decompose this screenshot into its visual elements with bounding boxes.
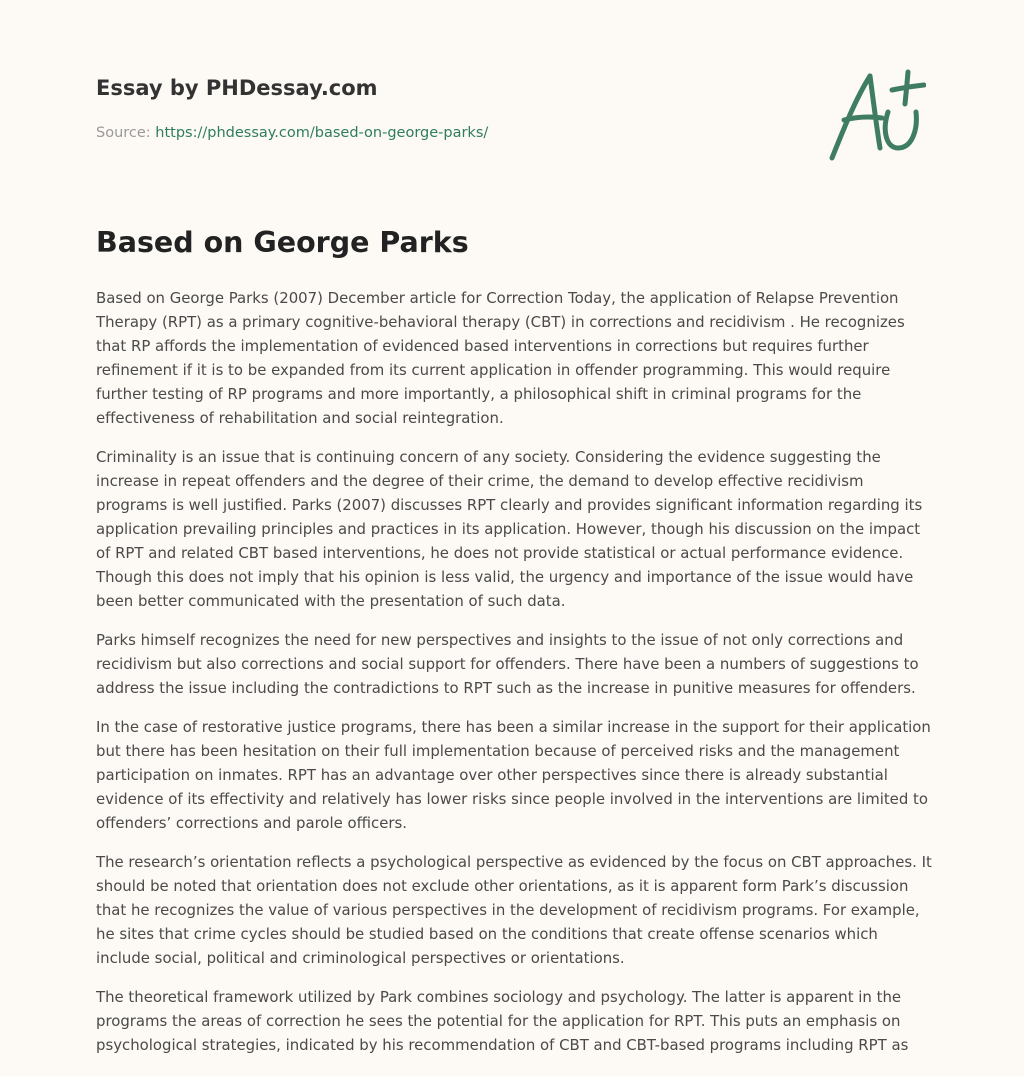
source-link[interactable]: https://phdessay.com/based-on-george-parks/ (155, 125, 489, 141)
article-paragraph: Criminality is an issue that is continuing concern of any society. Considering the evidence suggesting the increase in repeat offenders and the degree of their crime, the demand to develop effective recidivism programs is well justified. Parks (2007) discusses RPT clearly and provides significant information regarding its application prevailing principles and practices in its application. However, though his discussion on the impact of RPT and related CBT based interventions, he does not provide statistical or actual performance evidence. Though this does not imply that his opinion is less valid, the urgency and importance of the issue would have been better communicated with the presentation of such data. (96, 448, 923, 610)
article-paragraph: The research’s orientation reflects a psychological perspective as evidenced by the focus on CBT approaches. It should be noted that orientation does not exclude other orientations, as it is apparent form Park’s discussion that he recognizes the value of various perspectives in the development of recidivism programs. For example, he sites that crime cycles should be studied based on the conditions that create offense scenarios which include social, political and criminological perspectives or orientations. (96, 853, 932, 967)
a-plus-logo-icon (826, 68, 926, 164)
article-paragraph: Based on George Parks (2007) December article for Correction Today, the application of Relapse Prevention Therapy (RPT) as a primary cognitive-behavioral therapy (CBT) in corrections and recidivism . He recognizes that RP affords the implementation of evidenced based interventions in corrections but requires further refinement if it is to be expanded from its current application in offender programming. This would require further testing of RP programs and more importantly, a philosophical shift in criminal programs for the effectiveness of rehabilitation and social reintegration. (96, 289, 905, 427)
source-label: Source: (96, 125, 151, 141)
source-line (96, 125, 488, 141)
article-paragraph: The theoretical framework utilized by Park combines sociology and psychology. The latter is apparent in the programs the areas of correction he sees the potential for the application for RPT. This puts an emphasis on psychological strategies, indicated by his recommendation of CBT and CBT-based programs including RPT as (96, 988, 909, 1054)
article-paragraph: Parks himself recognizes the need for new perspectives and insights to the issue of not only corrections and recidivism but also corrections and social support for offenders. There have been a numbers of suggestions to address the issue including the contradictions to RPT such as the increase in punitive measures for offenders. (96, 631, 919, 697)
article-body (96, 286, 932, 1072)
article-paragraph: In the case of restorative justice programs, there has been a similar increase in the support for their application but there has been hesitation on their full implementation because of perceived risks and the management participation on inmates. RPT has an advantage over other perspectives since there is already substantial evidence of its effectivity and relatively has lower risks since people involved in the interventions are limited to offenders’ corrections and parole officers. (96, 718, 931, 832)
site-header (96, 0, 928, 200)
site-brand[interactable]: Essay by PHDessay.com (96, 76, 378, 100)
article-title: Based on George Parks (96, 226, 469, 259)
